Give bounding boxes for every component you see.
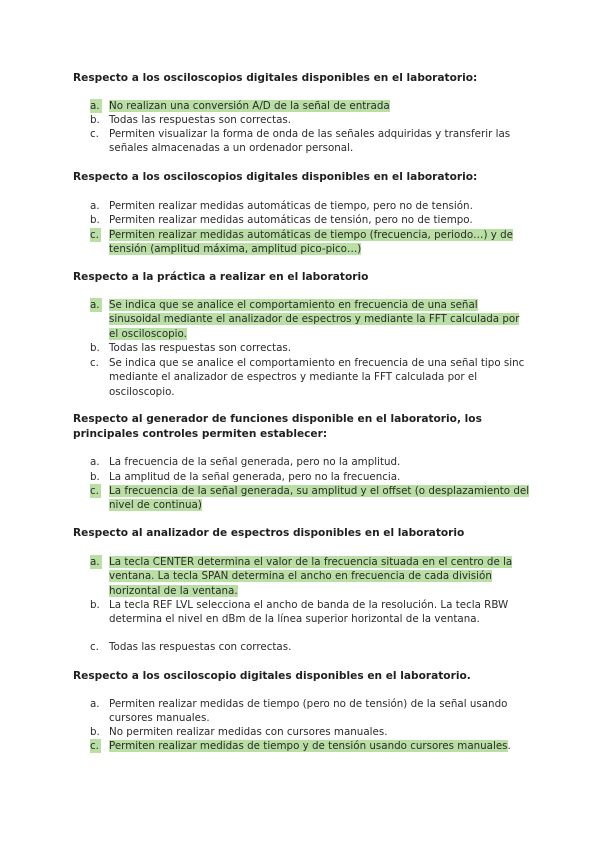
option-letter: b. (90, 214, 100, 226)
option-letter: b. (90, 342, 100, 354)
question-1-option-a[interactable] (90, 99, 530, 113)
option-letter: c. (90, 229, 99, 241)
option-letter: b. (90, 726, 100, 738)
option-letter: c. (90, 357, 99, 369)
option-letter: a. (90, 556, 100, 568)
question-6-stem: Respecto a los osciloscopio digitales disponibles en el laboratorio. (73, 670, 471, 682)
question-5-option-a[interactable] (90, 555, 530, 598)
option-letter: a. (90, 299, 100, 311)
option-text: Se indica que se analice el comportamiento en frecuencia de una señal tipo sinc mediante el analizador de espectros y mediante la FFT calculada por el osciloscopio. (109, 357, 525, 398)
option-text: Permiten realizar medidas de tiempo y de tensión usando cursores manuales (109, 740, 508, 752)
option-text: Permiten realizar medidas automáticas de tensión, pero no de tiempo. (109, 214, 473, 226)
question-5-option-c[interactable] (90, 640, 530, 654)
option-text: No realizan una conversión A/D de la señal de entrada (109, 100, 390, 112)
option-letter: b. (90, 599, 100, 611)
option-text: La frecuencia de la señal generada, pero no la amplitud. (109, 456, 401, 468)
question-2-stem: Respecto a los osciloscopios digitales disponibles en el laboratorio: (73, 171, 478, 183)
option-letter: a. (90, 456, 100, 468)
question-1-stem: Respecto a los osciloscopios digitales disponibles en el laboratorio: (73, 72, 478, 84)
option-text: Permiten realizar medidas de tiempo (pero no de tensión) de la señal usando cursores manuales. (109, 698, 508, 725)
option-letter: b. (90, 471, 100, 483)
option-letter: c. (90, 128, 99, 140)
question-3-option-a[interactable] (90, 298, 530, 341)
question-6-option-b[interactable] (90, 725, 530, 739)
question-5-stem: Respecto al analizador de espectros disponibles en el laboratorio (73, 527, 465, 539)
option-text: No permiten realizar medidas con cursores manuales. (109, 726, 388, 738)
option-letter: c. (90, 641, 99, 653)
option-text: Permiten realizar medidas automáticas de tiempo, pero no de tensión. (109, 200, 473, 212)
option-letter: c. (90, 740, 99, 752)
question-4-option-c[interactable] (90, 484, 530, 513)
option-letter: a. (90, 200, 100, 212)
question-6-option-c[interactable] (90, 739, 530, 753)
option-text: La tecla CENTER determina el valor de la frecuencia situada en el centro de la ventana. La tecla SPAN determina el ancho en frecuencia de cada división horizontal de la ventana. (109, 556, 513, 597)
option-text: La tecla REF LVL selecciona el ancho de banda de la resolución. La tecla RBW determina el nivel en dBm de la línea superior horizontal de la ventana. (109, 599, 509, 626)
question-3-option-c[interactable] (90, 356, 530, 399)
question-2-option-b[interactable] (90, 213, 530, 227)
question-1-option-b[interactable] (90, 113, 530, 127)
question-4-stem: Respecto al generador de funciones disponible en el laboratorio, los principales controles permiten establecer: (73, 413, 482, 440)
question-4-option-b[interactable] (90, 470, 530, 484)
option-text: Todas las respuestas con correctas. (109, 641, 292, 653)
question-6-option-a[interactable] (90, 697, 530, 726)
option-letter: c. (90, 485, 99, 497)
question-3-option-b[interactable] (90, 341, 530, 355)
option-trailing-period: . (507, 740, 511, 752)
question-4-option-a[interactable] (90, 455, 530, 469)
option-letter: a. (90, 100, 100, 112)
option-text: Permiten visualizar la forma de onda de las señales adquiridas y transferir las señales almacenadas a un ordenador personal. (109, 128, 511, 155)
option-text: Se indica que se analice el comportamiento en frecuencia de una señal sinusoidal mediante el analizador de espectros y mediante la FFT calculada por el osciloscopio. (109, 299, 520, 340)
option-text: Todas las respuestas son correctas. (109, 114, 292, 126)
question-1-option-c[interactable] (90, 127, 530, 156)
option-text: La frecuencia de la señal generada, su amplitud y el offset (o desplazamiento del nivel de continua) (109, 485, 530, 512)
question-2-option-a[interactable] (90, 199, 530, 213)
option-letter: b. (90, 114, 100, 126)
question-3-stem: Respecto a la práctica a realizar en el laboratorio (73, 271, 369, 283)
question-5-option-b[interactable] (90, 598, 530, 627)
option-letter: a. (90, 698, 100, 710)
option-text: Todas las respuestas son correctas. (109, 342, 292, 354)
option-text: Permiten realizar medidas automáticas de tiempo (frecuencia, periodo…) y de tensión (amplitud máxima, amplitud pico-pico…) (109, 229, 514, 256)
question-2-option-c[interactable] (90, 228, 530, 257)
option-text: La amplitud de la señal generada, pero no la frecuencia. (109, 471, 401, 483)
